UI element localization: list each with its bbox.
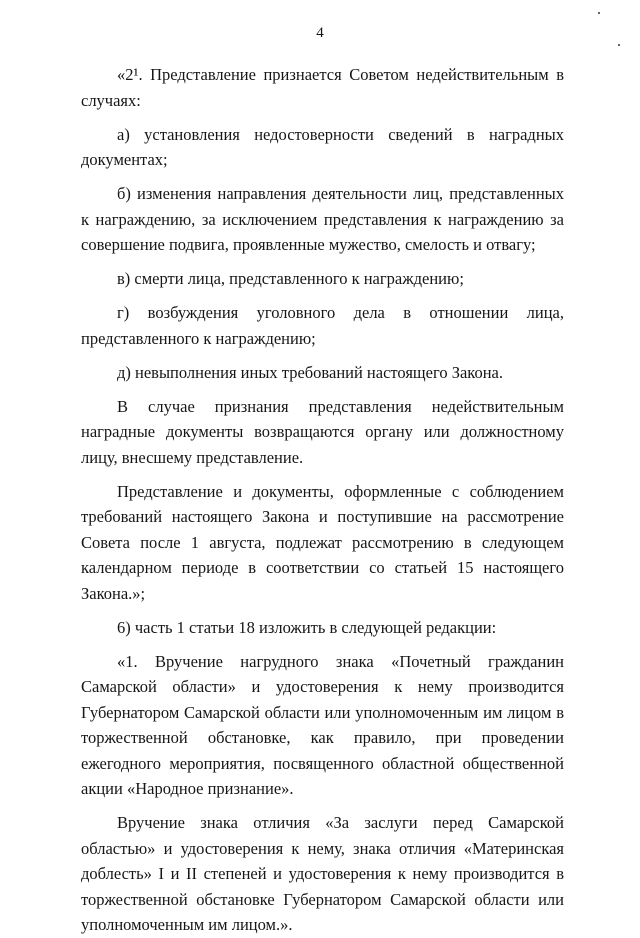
paragraph-item-g: г) возбуждения уголовного дела в отношении лица, представленного к награждению; [81,303,564,348]
paragraph-item-a: а) установления недостоверности сведений в наградных документах; [81,124,564,169]
paragraph-submission-deadline: Представление и документы, оформленные с соблюдением требований настоящего Закона и поступившие на рассмотрение Совета после 1 августа, подлежат рассмотрению в следующем календарном периоде в соответствии со статьей 15 настоящего Закона.»; [81,481,564,603]
scan-speck [618,44,620,46]
page-number: 4 [316,25,324,41]
paragraph-item-d: д) невыполнения иных требований настоящего Закона. [117,362,503,382]
document-body [81,62,564,938]
paragraph-awards-presentation: Вручение знака отличия «За заслуги перед Самарской областью» и удостоверения к нему, знака отличия «Материнская доблесть» I и II степеней и удостоверения к нему производится в торжественной обстановке Губернатором Самарской области или уполномоченным им лицом.». [81,813,564,934]
scan-speck [598,12,600,14]
paragraph-amendment-6: 6) часть 1 статьи 18 изложить в следующей редакции: [117,617,497,637]
paragraph-item-b: б) изменения направления деятельности лиц, представленных к награждению, за исключением представления к награждению за совершение подвига, проявленные мужество, смелость и отвагу; [81,184,564,254]
paragraph-honorary-citizen: «1. Вручение нагрудного знака «Почетный гражданин Самарской области» и удостоверения к нему производится Губернатором Самарской области или уполномоченным им лицом в торжественной обстановке, как правило, при проведении ежегодного мероприятия, посвященного областной общественной акции «Народное признание». [81,651,564,798]
paragraph-item-v: в) смерти лица, представленного к награждению; [117,269,464,288]
paragraph-article-2-1: «2¹. Представление признается Советом недействительным в случаях: [81,65,564,110]
paragraph-invalid-submission: В случае признания представления недействительным наградные документы возвращаются органу или должностному лицу, внесшему представление. [81,396,564,467]
